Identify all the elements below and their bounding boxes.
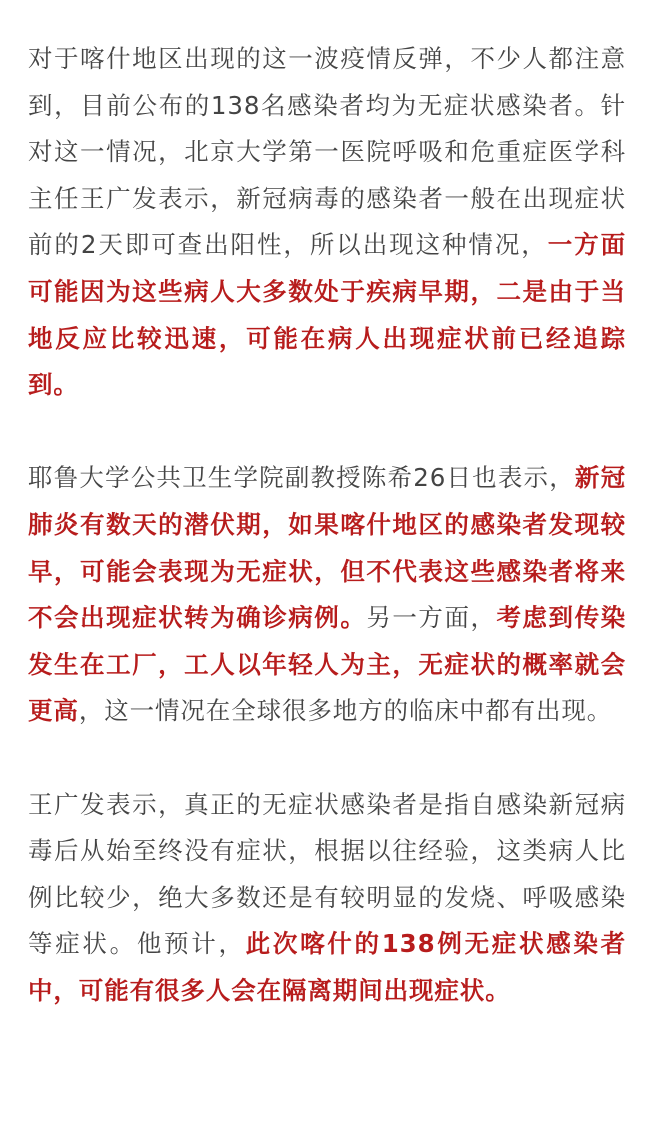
paragraph-yale-expert — [28, 455, 626, 735]
paragraph-text: ，这一情况在全球很多地方的临床中都有出现。 — [78, 696, 613, 726]
paragraph-text: 耶鲁大学公共卫生学院副教授陈希26日也表示， — [28, 463, 575, 493]
paragraph-text: 对于喀什地区出现的这一波疫情反弹，不少人都注意到，目前公布的138名感染者均为无症状感染者。针对这一情况，北京大学第一医院呼吸和危重症医学科主任王广发表示，新冠病毒的感染者一般在出现症状前的2天即可查出阳性，所以出现这种情况， — [28, 44, 626, 260]
emphasized-text: 考虑到传染发生在工厂，工人以年轻人为主，无症状的概率就会更高 — [28, 603, 627, 726]
emphasized-text: 此次喀什的138例无症状感染者中，可能有很多人会在隔离期间出现症状。 — [28, 929, 627, 1005]
paragraph-text: 另一方面， — [366, 603, 497, 633]
emphasized-text: 一方面可能因为这些病人大多数处于疾病早期，二是由于当地反应比较迅速，可能在病人出现症状前已经追踪到。 — [28, 230, 626, 400]
paragraph-kashgar-asymptomatic — [28, 36, 626, 409]
paragraph-true-asymptomatic — [28, 782, 626, 1015]
emphasized-text: 新冠肺炎有数天的潜伏期，如果喀什地区的感染者发现较早，可能会表现为无症状，但不代表这些感染者将来不会出现症状转为确诊病例。 — [28, 463, 626, 633]
paragraph-text: 王广发表示，真正的无症状感染者是指自感染新冠病毒后从始至终没有症状，根据以往经验，这类病人比例比较少，绝大多数还是有较明显的发烧、呼吸感染等症状。他预计， — [28, 789, 626, 959]
